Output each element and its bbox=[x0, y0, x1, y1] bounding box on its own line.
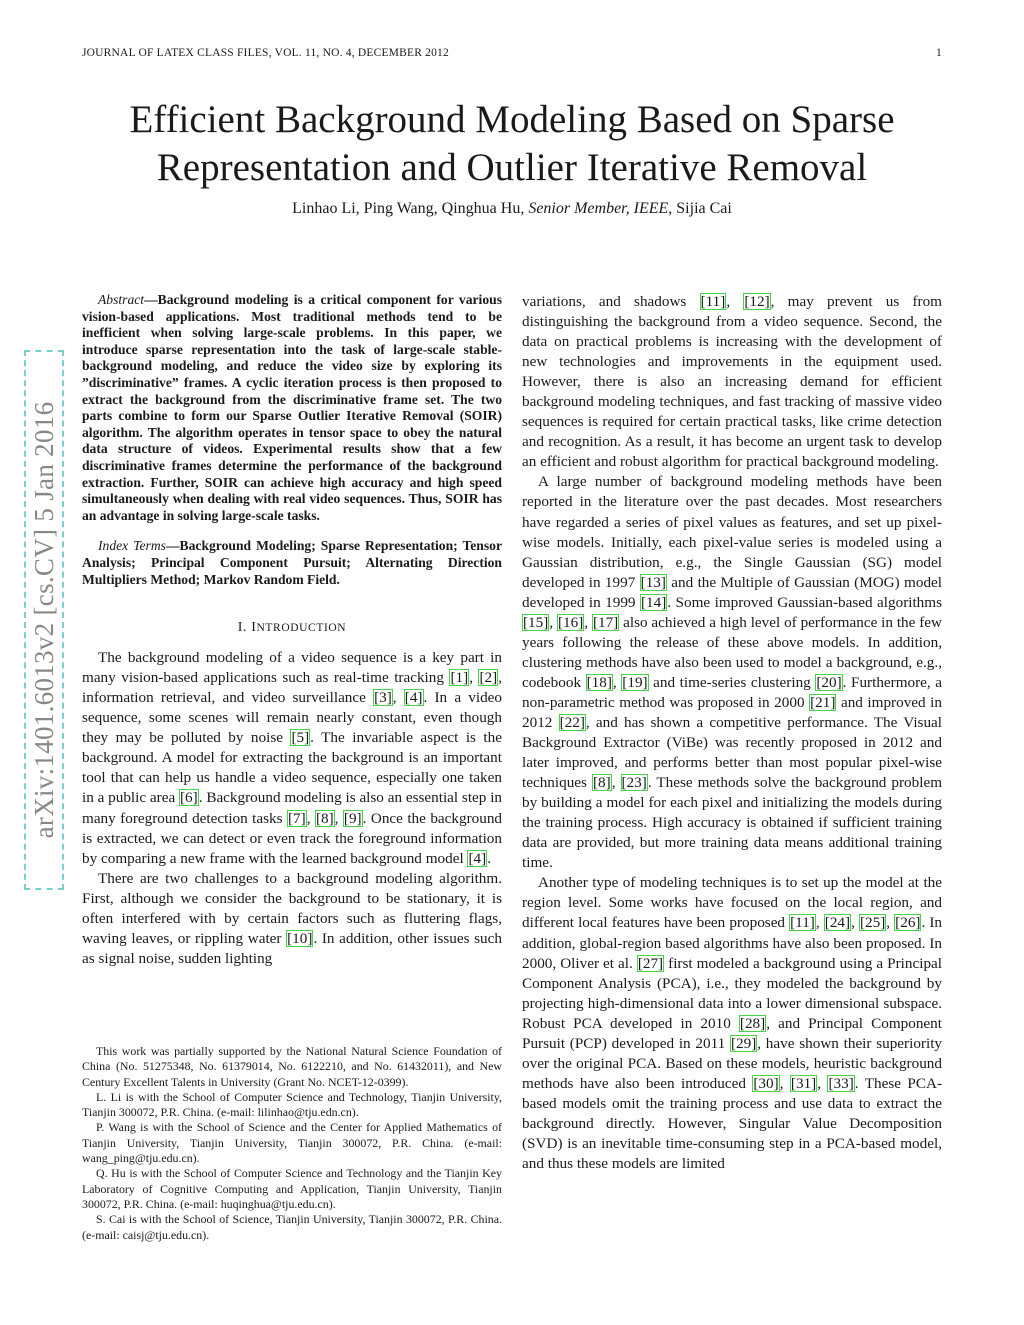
intro-paragraph-3: variations, and shadows [11], [12], may prevent us from distinguishing the background from a video sequence. Second, the data on practical problems is increasing with the development of new technologies and improvements in the equipment used. However, there is also an increasing demand for efficient background modeling techniques, and fast tracking of massive video sequences is required for certain practical tasks, like crime detection and recognition. As a result, it has become an urgent task to develop an efficient and robust algorithm for practical background modeling. bbox=[522, 293, 942, 471]
citation-link[interactable]: [25] bbox=[859, 914, 886, 932]
footnotes bbox=[82, 1044, 502, 1243]
citation-link[interactable]: [24] bbox=[824, 914, 851, 932]
index-terms-text: Background Modeling; Sparse Representation; Tensor Analysis; Principal Component Pursuit; Alternating Direction Multipliers Method; Markov Random Field. bbox=[82, 538, 502, 587]
citation-link[interactable]: [3] bbox=[374, 689, 392, 707]
abstract: Abstract—Background modeling is a critical component for various vision-based applications. Most traditional methods tend to be inefficient when solving large-scale problems. In this paper, we introduce sparse representation into the task of large-scale stable-background modeling, and reduce the video size by exploring its ”discriminative” frames. A cyclic iteration process is then proposed to extract the background from the discriminative frame set. The two parts combine to form our Sparse Outlier Iterative Removal (SOIR) algorithm. The algorithm operates in tensor space to obey the natural data structure of videos. Experimental results show that a few discriminative frames determine the performance of the background extraction. Further, SOIR can achieve high accuracy and high speed simultaneously when dealing with real video sequences. Thus, SOIR has an advantage in solving large-scale tasks. bbox=[82, 292, 502, 523]
authors-tail: , Sijia Cai bbox=[668, 200, 732, 217]
citation-link[interactable]: [15] bbox=[523, 613, 549, 631]
authors-names: Linhao Li, Ping Wang, Qinghua Hu, bbox=[292, 200, 529, 217]
footnote-author-wang: P. Wang is with the School of Science and the Center for Applied Mathematics of Tianjin University, Tianjin University, Tianjin 300072, P.R. China. (e-mail: wang_ping@tju.edu.cn). bbox=[82, 1120, 502, 1166]
citation-link[interactable]: [27] bbox=[637, 954, 664, 972]
section-heading-introduction bbox=[82, 618, 502, 638]
citation-link[interactable]: [8] bbox=[592, 774, 611, 792]
citation-link[interactable]: [4] bbox=[404, 689, 423, 707]
citation-link[interactable]: [11] bbox=[790, 914, 815, 932]
citation-link[interactable]: [22] bbox=[559, 713, 585, 731]
citation-link[interactable]: [14] bbox=[640, 593, 667, 611]
author-list bbox=[60, 200, 964, 218]
footnote-author-cai: S. Cai is with the School of Science, Tianjin University, Tianjin 300072, P.R. China. (e-mail: caisj@tju.edu.cn). bbox=[82, 1212, 502, 1242]
section-title-rest: NTRODUCTION bbox=[256, 622, 347, 635]
intro-paragraph-5: Another type of modeling techniques is to set up the model at the region level. Some works have focused on the local region, and different local features have been proposed [11], [24], [25], [26]. In addition, global-region based algorithms have also been proposed. In 2000, Oliver et al. [27] first modeled a background using a Principal Component Analysis (PCA), i.e., they modeled the background by projecting high-dimensional data into a lower dimensional subspace. Robust PCA developed in 2010 [28], and Principal Component Pursuit (PCP) developed in 2011 [29], have shown their superiority over the original PCA. Based on these models, heuristic background methods have also been introduced [30], [31], [33]. These PCA-based models omit the training process and use data to extract the background directly. However, Singular Value Decomposition (SVD) is an inevitable time-consuming step in a PCA-based model, and thus these models are limited bbox=[522, 874, 943, 1173]
citation-link[interactable]: [18] bbox=[586, 673, 612, 691]
journal-name: JOURNAL OF LATEX CLASS FILES, VOL. 11, NO. 4, DECEMBER 2012 bbox=[82, 47, 449, 59]
authors-role: Senior Member, IEEE bbox=[528, 200, 669, 217]
footnote-funding: This work was partially supported by the National Natural Science Foundation of China (No. 51275348, No. 61379014, No. 6122210, and No. 61432011), and New Century Excellent Talents in University (Grant No. NCET-12-0399). bbox=[82, 1044, 502, 1089]
citation-link[interactable]: [12] bbox=[744, 293, 770, 310]
arxiv-identifier-stamp[interactable]: arXiv:1401.6013v2 [cs.CV] 5 Jan 2016 bbox=[24, 350, 64, 890]
abstract-label: Abstract bbox=[98, 292, 145, 307]
citation-link[interactable]: [19] bbox=[622, 673, 648, 691]
index-terms-label: Index Terms bbox=[98, 538, 166, 554]
footnote-author-hu: Q. Hu is with the School of Computer Science and Technology and the Tianjin Key Laboratory of Cognitive Computing and Application, Tianjin University, Tianjin 300072, P.R. China. (e-mail: huqinghua@tju.edu.cn). bbox=[82, 1166, 502, 1211]
citation-link[interactable]: [16] bbox=[557, 613, 584, 631]
citation-link[interactable]: [6] bbox=[180, 789, 198, 807]
citation-link[interactable]: [20] bbox=[816, 673, 842, 691]
citation-link[interactable]: [1] bbox=[450, 669, 469, 687]
citation-link[interactable]: [7] bbox=[288, 809, 306, 827]
citation-link[interactable]: [2] bbox=[479, 669, 498, 687]
citation-link[interactable]: [17] bbox=[592, 613, 619, 631]
citation-link[interactable]: [28] bbox=[739, 1014, 766, 1032]
intro-paragraph-1: The background modeling of a video sequence is a key part in many vision-based applications such as real-time tracking [1], [2], information retrieval, and video surveillance [3], [4]. In a video sequence, some scenes will remain nearly constant, even though they may be polluted by noise [5]. The invariable aspect is the background. A model for extracting the background is an important tool that can help us handle a video sequence, especially one taken in a public area [6]. Background modeling is also an essential step in many foreground detection tasks [7], [8], [9]. Once the background is extracted, we can detect or even track the foreground information by comparing a new frame with the learned background model [4]. bbox=[82, 649, 503, 867]
title-line-1: Efficient Background Modeling Based on Sparse bbox=[129, 98, 895, 141]
citation-link[interactable]: [9] bbox=[343, 809, 362, 827]
citation-link[interactable]: [10] bbox=[287, 929, 313, 947]
title-line-2: Representation and Outlier Iterative Removal bbox=[156, 146, 868, 189]
intro-paragraph-4: A large number of background modeling methods have been reported in the literature over the past decades. Most researchers have regarded a series of pixel values as features, and set up pixel-wise models. Initially, each pixel-value series is modeled using a Gaussian distribution, e.g., the Single Gaussian (SG) model developed in 1997 [13] and the Multiple of Gaussian (MOG) model developed in 1999 [14]. Some improved Gaussian-based algorithms [15], [16], [17] also achieved a high level of performance in the few years following the release of these above models. In addition, clustering methods have also been used to model a background, e.g., codebook [18], [19] and time-series clustering [20]. Furthermore, a non-parametric method was proposed in 2000 [21] and improved in 2012 [22], and has shown a competitive performance. The Visual Background Extractor (ViBe) was recently proposed in 2012 and later improved, and performs better than most popular pixel-wise techniques [8], [23]. These methods solve the background problem by building a model for each pixel and initializing the models during the training process. High accuracy is obtained if sufficient training data are provided, but more training data means additional training time. bbox=[522, 473, 943, 872]
citation-link[interactable]: [11] bbox=[700, 293, 726, 310]
citation-link[interactable]: [13] bbox=[640, 573, 666, 591]
left-column bbox=[82, 292, 502, 969]
running-header bbox=[82, 47, 942, 59]
page-number: 1 bbox=[936, 47, 942, 59]
citation-link[interactable]: [33] bbox=[828, 1074, 854, 1092]
citation-link[interactable]: [31] bbox=[790, 1074, 817, 1092]
citation-link[interactable]: [30] bbox=[753, 1074, 779, 1092]
footnote-author-li: L. Li is with the School of Computer Science and Technology, Tianjin University, Tianjin 300072, P.R. China. (e-mail: lilinhao@tju.edn.cn). bbox=[82, 1089, 502, 1120]
citation-link[interactable]: [8] bbox=[315, 809, 334, 827]
intro-paragraph-2: There are two challenges to a background modeling algorithm. First, although we consider the background to be stationary, it is often interfered with by certain factors such as fluttering flags, waving leaves, or rippling water [10]. In addition, other issues such as signal noise, sudden lighting bbox=[82, 869, 502, 967]
section-initial: I bbox=[251, 620, 257, 636]
section-numeral: I. bbox=[237, 620, 252, 636]
citation-link[interactable]: [21] bbox=[810, 693, 836, 711]
citation-link[interactable]: [29] bbox=[730, 1034, 757, 1052]
abstract-text: Background modeling is a critical component for various vision-based applications. Most traditional methods tend to be inefficient when solving large-scale problems. In this paper, we introduce sparse representation into the task of large-scale stable-background modeling, and reduce the video size by exploring its ”discriminative” frames. A cyclic iteration process is then proposed to extract the background from the discriminative frame set. The two parts combine to form our Sparse Outlier Iterative Removal (SOIR) algorithm. The algorithm operates in tensor space to obey the natural data structure of videos. Experimental results show that a few discriminative frames determine the performance of the background extraction. Further, SOIR can achieve high accuracy and high speed simultaneously when dealing with real video sequences. Thus, SOIR has an advantage in solving large-scale tasks. bbox=[82, 292, 502, 523]
citation-link[interactable]: [5] bbox=[291, 729, 310, 747]
index-terms: Index Terms—Background Modeling; Sparse Representation; Tensor Analysis; Principal Component Pursuit; Alternating Direction Multipliers Method; Markov Random Field. bbox=[82, 538, 502, 587]
paper-title bbox=[60, 96, 964, 192]
citation-link[interactable]: [23] bbox=[621, 774, 647, 792]
citation-link[interactable]: [26] bbox=[895, 914, 921, 932]
right-column bbox=[522, 292, 942, 1174]
citation-link[interactable]: [4] bbox=[468, 849, 487, 867]
